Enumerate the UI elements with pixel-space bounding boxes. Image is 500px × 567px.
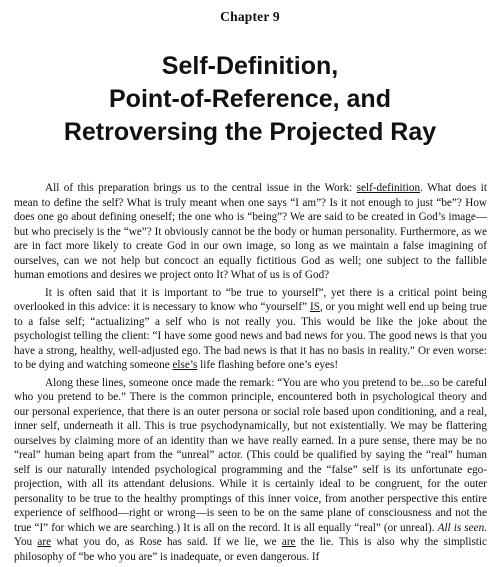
underlined-term: are	[37, 536, 52, 548]
underlined-term: are	[281, 536, 296, 548]
italic-phrase: All is seen.	[437, 521, 487, 534]
underlined-term: self-definition	[356, 182, 421, 194]
paragraph-1: All of this preparation brings us to the central issue in the Work: self-definition. What does it mean to define the self? What is truly meant when one says “I am”? Is it not enough to just “be”? How does one go about defining oneself; the one who is “being”? We are said to be created in God’s image—but who precisely is the “we”? It obviously cannot be the body or human personality. Furthermore, as we are in fact more likely to create God in our own image, so long as we maintain a false imagining of ourselves, can we not help but concoct an equally fictitious God as well; one subject to the fallible human emotions and desires we project onto It? What of us is of God?	[14, 182, 487, 281]
underlined-term: else’s	[172, 359, 198, 371]
chapter-title-line-2: Point-of-Reference, and	[109, 85, 391, 113]
paragraph-3: Along these lines, someone once made the remark: “You are who you pretend to be...so be careful who you pretend to be.” There is the common principle, encountered both in psychological theory and our personal experience, that there is an outer persona or social role based upon conditioning, and a real, inner self, underneath it all. This is true psychodynamically, but not existentially. We may be flattering ourselves by claiming more of an identity than we have really earned. In a pure sense, there may be no “real” human being apart from the “unreal” actor. (This could be qualified by saying the “real” human self is our naturally intended psychological programming and the “false” self is its unfortunate ego-projection, with all its attendant delusions. While it is certainly ideal to be congruent, for the outer personality to be true to the healthy promptings of this inner voice, from another perspective this entire experience of selfhood—right or wrong—is seen to be on the same plane of consciousness and not the true “I” for which we are searching.) It is all on the record. It is all equally “real” (or unreal). All is seen. You are what you do, as Rose has said. If we lie, we are the lie. This is also why the simplistic philosophy of “be who you are” is inadequate, or even dangerous. If	[14, 376, 487, 563]
chapter-label: Chapter 9	[220, 9, 280, 24]
underlined-term: IS	[309, 301, 320, 313]
paragraph-2: It is often said that it is important to “be true to yourself”, yet there is a critical point being overlooked in this advice: it is necessary to know who “yourself” IS, or you might well end up being true to a false self; “actualizing” a self who is not really you. This would be like the joke about the psychologist telling the client: “I have some good news and bad news for you. The good news is that you have a strong, healthy, well-adjusted ego. The bad news is that it has no basis in reality.” Or even worse: to be dying and watching someone else’s life flashing before one’s eyes!	[14, 286, 487, 371]
chapter-title-line-1: Self-Definition,	[161, 52, 339, 80]
chapter-title	[0, 50, 500, 149]
chapter-title-line-3: Retroversing the Projected Ray	[63, 118, 437, 146]
body-text	[14, 181, 487, 567]
